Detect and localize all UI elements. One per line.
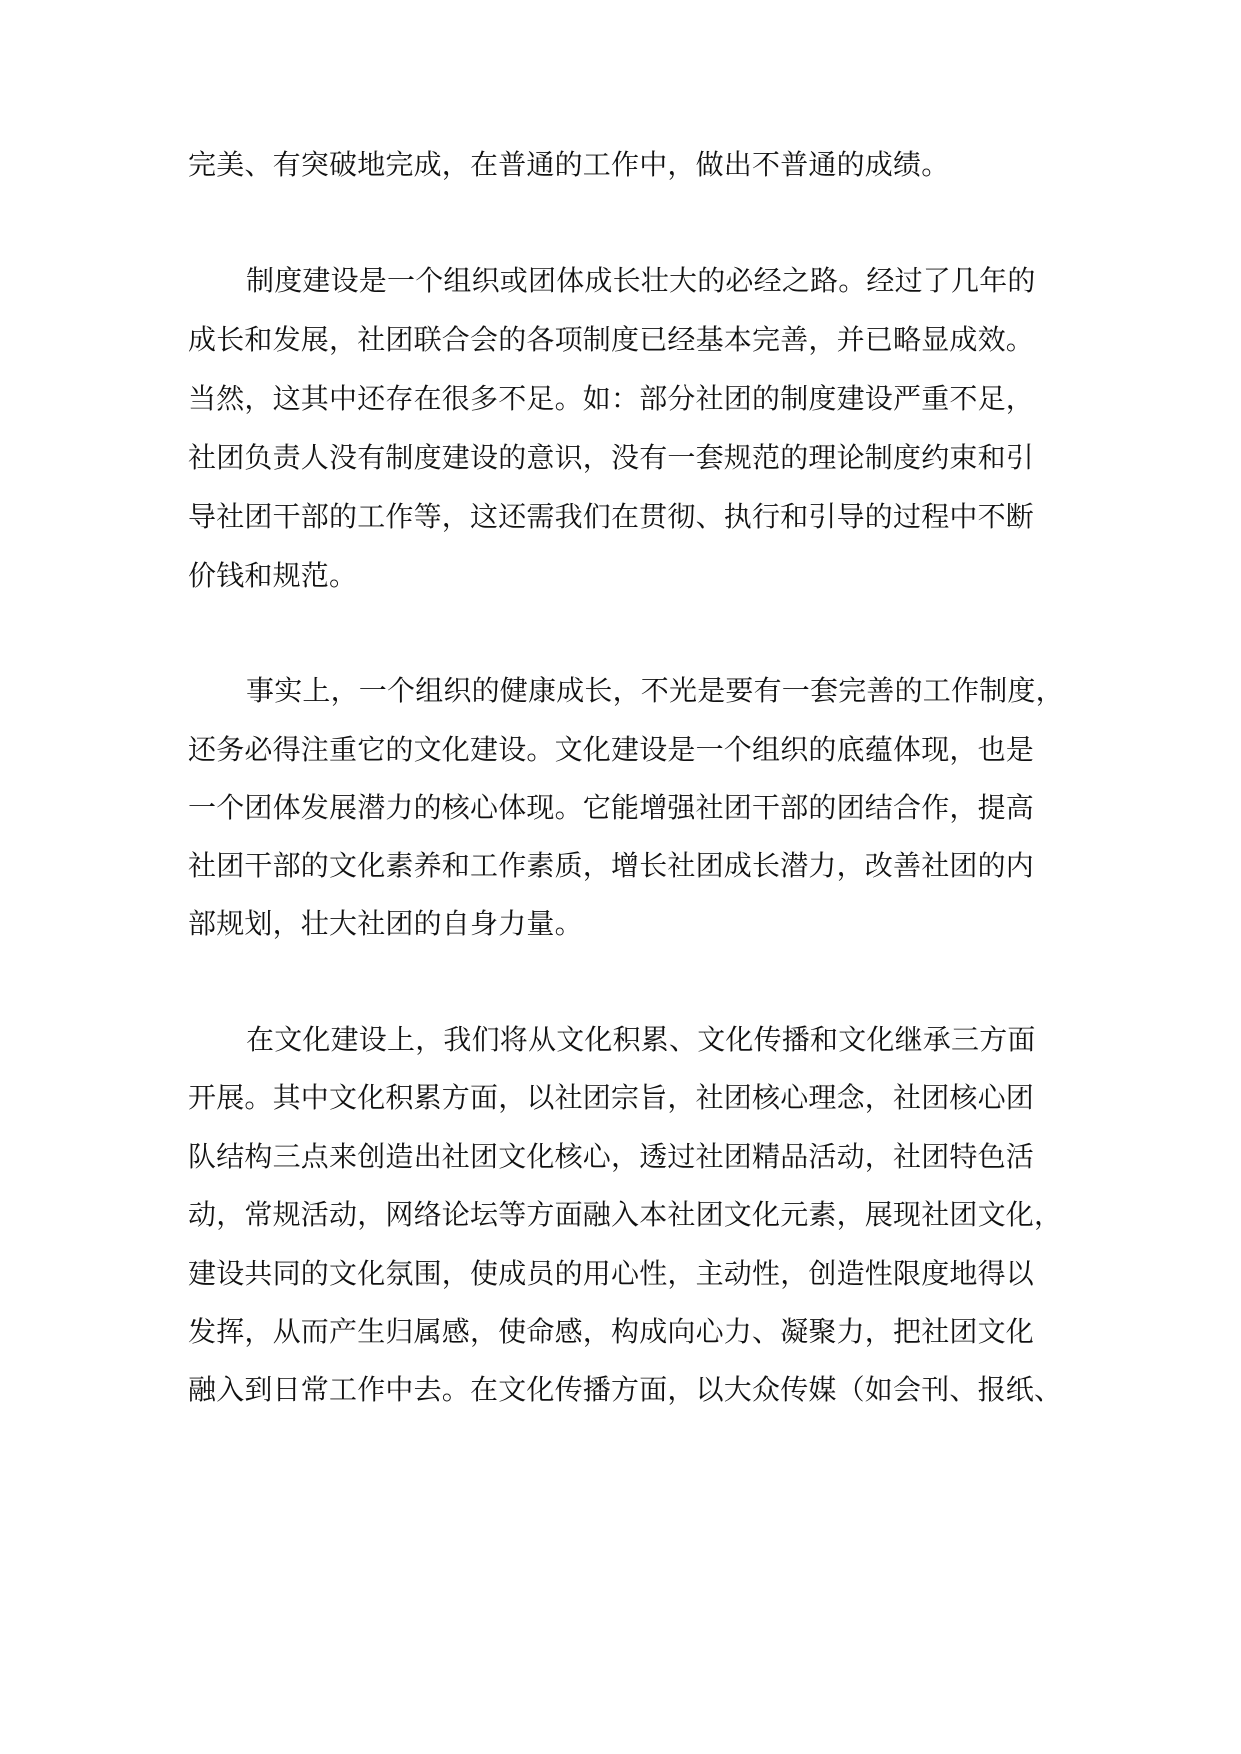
- text-line: 完美、有突破地完成，在普通的工作中，做出不普通的成绩。: [188, 148, 950, 181]
- text-line: 动，常规活动，网络论坛等方面融入本社团文化元素，展现社团文化，: [188, 1198, 1063, 1231]
- text-line: 融入到日常工作中去。在文化传播方面，以大众传媒（如会刊、报纸、: [188, 1373, 1063, 1406]
- text-line: 队结构三点来创造出社团文化核心，透过社团精品活动，社团特色活: [188, 1140, 1035, 1173]
- text-line: 建设共同的文化氛围，使成员的用心性，主动性，创造性限度地得以: [188, 1257, 1035, 1290]
- paragraph-first-line: 制度建设是一个组织或团体成长壮大的必经之路。经过了几年的: [246, 264, 1036, 297]
- text-line: 一个团体发展潜力的核心体现。它能增强社团干部的团结合作，提高: [188, 791, 1035, 824]
- paragraph-first-line: 在文化建设上，我们将从文化积累、文化传播和文化继承三方面: [246, 1023, 1036, 1056]
- text-line: 社团负责人没有制度建设的意识，没有一套规范的理论制度约束和引: [188, 441, 1035, 474]
- text-line: 成长和发展，社团联合会的各项制度已经基本完善，并已略显成效。: [188, 323, 1035, 356]
- text-line: 开展。其中文化积累方面，以社团宗旨，社团核心理念，社团核心团: [188, 1081, 1035, 1114]
- text-line: 还务必得注重它的文化建设。文化建设是一个组织的底蕴体现，也是: [188, 733, 1035, 766]
- paragraph-first-line: 事实上，一个组织的健康成长，不光是要有一套完善的工作制度，: [246, 674, 1064, 707]
- text-line: 发挥，从而产生归属感，使命感，构成向心力、凝聚力，把社团文化: [188, 1315, 1035, 1348]
- text-line: 导社团干部的工作等，这还需我们在贯彻、执行和引导的过程中不断: [188, 500, 1035, 533]
- text-line: 社团干部的文化素养和工作素质，增长社团成长潜力，改善社团的内: [188, 849, 1035, 882]
- text-line: 价钱和规范。: [188, 559, 358, 592]
- text-line: 部规划，壮大社团的自身力量。: [188, 907, 583, 940]
- text-line: 当然，这其中还存在很多不足。如：部分社团的制度建设严重不足，: [188, 382, 1035, 415]
